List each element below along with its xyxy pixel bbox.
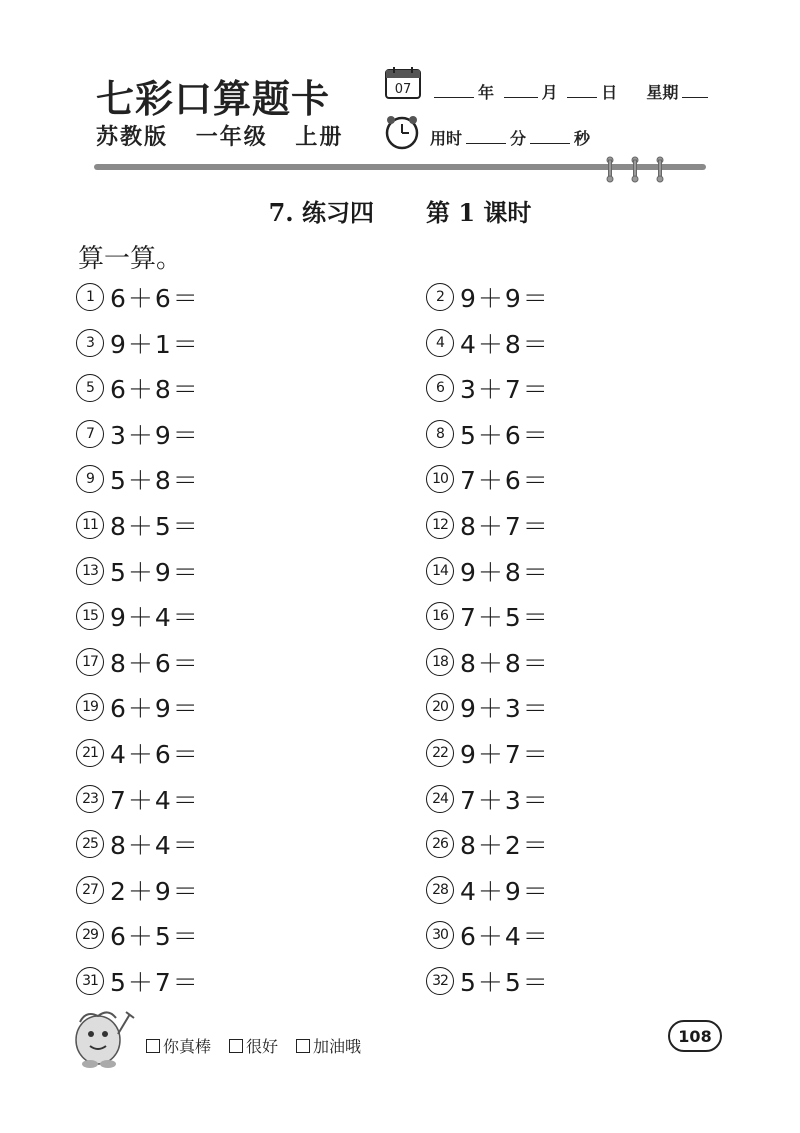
problem-item [76, 875, 200, 905]
problem-number: 1 [76, 283, 104, 311]
month-label: 月 [541, 83, 558, 102]
problem-expression: 8＋4＝ [110, 831, 200, 861]
problem-number: 11 [76, 511, 104, 539]
calendar-day: 07 [394, 82, 412, 97]
lesson-period: 第 1 课时 [426, 198, 532, 227]
problem-number: 7 [76, 420, 104, 448]
problem-number: 26 [426, 830, 454, 858]
year-label: 年 [478, 83, 495, 102]
problem-expression: 8＋7＝ [460, 512, 550, 541]
checkbox-icon[interactable] [146, 1039, 160, 1053]
problem-item [76, 647, 200, 677]
weekday-blank[interactable] [682, 85, 708, 98]
problem-item [426, 601, 550, 631]
problem-number: 29 [76, 921, 104, 949]
edition-info [96, 120, 361, 151]
problem-number: 27 [76, 876, 104, 904]
weekday-label: 星期 [646, 83, 679, 102]
problem-expression: 8＋6＝ [110, 648, 200, 678]
problem-expression: 9＋4＝ [110, 603, 200, 633]
problem-expression: 3＋9＝ [110, 420, 200, 450]
problem-number: 18 [426, 648, 454, 676]
year-blank[interactable] [434, 85, 474, 98]
problem-item [76, 920, 200, 950]
problem-item [76, 419, 200, 449]
binder-rings-icon [600, 156, 670, 184]
problem-expression: 8＋8＝ [460, 648, 550, 678]
problem-expression: 7＋6＝ [460, 466, 550, 496]
problem-number: 24 [426, 785, 454, 813]
problem-item [426, 328, 550, 358]
problem-expression: 6＋8＝ [110, 375, 200, 405]
date-fields [430, 80, 712, 103]
time-fields [430, 126, 590, 149]
problem-number: 20 [426, 693, 454, 721]
problem-item [426, 784, 550, 814]
problem-number: 19 [76, 693, 104, 721]
problem-number: 21 [76, 739, 104, 767]
problem-item [76, 464, 200, 494]
edition-volume: 上册 [295, 125, 344, 150]
problem-number: 3 [76, 329, 104, 357]
problem-number: 4 [426, 329, 454, 357]
problem-item [76, 601, 200, 631]
problem-number: 6 [426, 374, 454, 402]
problem-item [426, 373, 550, 403]
problem-number: 17 [76, 648, 104, 676]
problem-item [426, 419, 550, 449]
rating-option-great[interactable] [146, 1034, 211, 1057]
problem-expression: 6＋9＝ [110, 694, 200, 724]
problem-item [426, 282, 550, 312]
problem-expression: 2＋9＝ [110, 876, 200, 906]
problem-item [76, 373, 200, 403]
minute-label: 分 [510, 129, 527, 148]
month-blank[interactable] [504, 85, 538, 98]
problem-expression: 9＋3＝ [460, 694, 550, 724]
problem-item [76, 556, 200, 586]
problem-item [76, 966, 200, 996]
problem-expression: 6＋5＝ [110, 922, 200, 952]
problem-item [76, 510, 200, 540]
problem-expression: 5＋9＝ [110, 557, 200, 587]
problem-number: 32 [426, 967, 454, 995]
problem-item [76, 738, 200, 768]
edition-grade: 一年级 [195, 125, 268, 150]
problem-number: 14 [426, 557, 454, 585]
problem-expression: 4＋9＝ [460, 876, 550, 906]
problem-item [426, 829, 550, 859]
problem-expression: 9＋8＝ [460, 557, 550, 587]
problem-expression: 6＋4＝ [460, 922, 550, 952]
brand-title: 七彩口算题卡 [96, 76, 331, 121]
second-blank[interactable] [530, 131, 570, 144]
problem-number: 15 [76, 602, 104, 630]
problem-number: 31 [76, 967, 104, 995]
problem-expression: 5＋7＝ [110, 968, 200, 997]
problem-item [426, 875, 550, 905]
problem-item [426, 692, 550, 722]
problem-expression: 4＋6＝ [110, 740, 200, 769]
problem-number: 25 [76, 830, 104, 858]
problem-number: 10 [426, 465, 454, 493]
problem-number: 5 [76, 374, 104, 402]
rating-label: 很好 [246, 1037, 279, 1056]
page-number: 108 [668, 1020, 722, 1052]
problem-number: 8 [426, 420, 454, 448]
problem-expression: 5＋8＝ [110, 466, 200, 496]
day-blank[interactable] [567, 85, 597, 98]
instruction-text: 算一算。 [78, 244, 183, 274]
problem-item [76, 829, 200, 859]
problem-expression: 9＋9＝ [460, 284, 550, 313]
self-rating [146, 1034, 361, 1057]
problem-item [426, 738, 550, 768]
problem-number: 23 [76, 785, 104, 813]
clock-icon [384, 114, 420, 150]
problem-expression: 9＋7＝ [460, 740, 550, 769]
lesson-title [0, 193, 800, 228]
problem-item [426, 510, 550, 540]
problem-number: 16 [426, 602, 454, 630]
rating-label: 加油哦 [313, 1037, 362, 1056]
checkbox-icon[interactable] [229, 1039, 243, 1053]
problem-item [426, 464, 550, 494]
problem-number: 28 [426, 876, 454, 904]
edition-publisher: 苏教版 [96, 125, 169, 150]
problem-expression: 7＋5＝ [460, 603, 550, 633]
problem-expression: 4＋8＝ [460, 329, 550, 359]
problem-item [76, 692, 200, 722]
problem-number: 30 [426, 921, 454, 949]
problem-number: 22 [426, 739, 454, 767]
problem-expression: 3＋7＝ [460, 375, 550, 405]
rating-option-good[interactable] [229, 1034, 278, 1057]
problem-item [76, 282, 200, 312]
problem-item [76, 784, 200, 814]
problem-number: 2 [426, 283, 454, 311]
problem-expression: 7＋4＝ [110, 785, 200, 815]
problem-expression: 7＋3＝ [460, 785, 550, 815]
problem-number: 9 [76, 465, 104, 493]
problem-expression: 5＋5＝ [460, 968, 550, 997]
calendar-icon [384, 66, 422, 100]
problem-number: 12 [426, 511, 454, 539]
problem-item [426, 647, 550, 677]
lesson-number: 7. 练习四 [268, 198, 374, 227]
problem-number: 13 [76, 557, 104, 585]
time-used-label: 用时 [430, 129, 463, 148]
problem-item [426, 966, 550, 996]
problem-item [426, 556, 550, 586]
problem-expression: 6＋6＝ [110, 284, 200, 313]
checkbox-icon[interactable] [296, 1039, 310, 1053]
problem-item [426, 920, 550, 950]
problem-expression: 5＋6＝ [460, 420, 550, 450]
mascot-icon [68, 1004, 138, 1070]
rating-label: 你真棒 [163, 1037, 212, 1056]
day-label: 日 [601, 83, 618, 102]
second-label: 秒 [574, 129, 591, 148]
minute-blank[interactable] [466, 131, 506, 144]
problem-expression: 9＋1＝ [110, 329, 200, 359]
problem-expression: 8＋5＝ [110, 512, 200, 541]
rating-option-keep-going[interactable] [296, 1034, 361, 1057]
problem-expression: 8＋2＝ [460, 831, 550, 861]
problem-item [76, 328, 200, 358]
